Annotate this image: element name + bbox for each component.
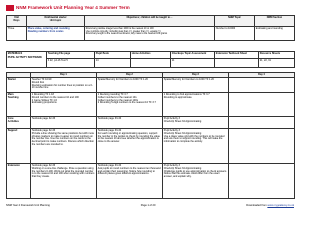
checkups-value: 11 — [171, 59, 215, 68]
document-title: NNM Framework Unit Planning Year 4 Summer Term — [16, 5, 130, 10]
plan-cell: Textbook page 33-34 For each rounding or approximating question, support the number in the pocket to check by rounding the value to the nearest 10 and see whether the approximation is close to the answer. — [97, 129, 163, 164]
plan-cell: 1 Rounding to find approximations TF 3.7 Rounding to approximate — [163, 93, 229, 117]
nhm-topic-header: NHM Topic — [215, 16, 255, 27]
footer-right — [246, 204, 294, 207]
download-text: Downloaded from — [246, 204, 267, 207]
plan-cell: Textbook page 32-33 Provide a line showing the same positions but with more obvious markers to make it easier to round numbers on the number line. Use the numbers on the cards to the decimal point to make numbers. Discuss which direction the numbers are rounded to. — [31, 129, 97, 164]
plan-cell: 1 Rounding TF 1.18 Round numbers to the nearest 10 and 100 2 Game Strikes TF 1.6 Estimating proportions — [31, 93, 97, 117]
plan-cell: Pupil Activity 3 CheckUp Sheet 34 Approximating Use a place value grid with the numbers to be rounded and use them to support rounding. This will make the information to complete the activity. — [163, 129, 229, 164]
page-number: Page 1 of 20 — [140, 204, 156, 207]
day-header: Day 1 — [31, 73, 97, 78]
plan-cell — [229, 117, 295, 129]
footer-left: NNM Year 4 Framework Unit Planning — [6, 204, 50, 207]
download-link[interactable]: www.mygoalsoxy.co.uk — [267, 204, 294, 207]
plan-cell: Textbook page 33-34 Ask pupils to round numbers to the nearest ten thousand and explain their reasoning. Notice how rounding to different places gives different approximations. — [97, 164, 163, 199]
extension-sheet-value — [215, 59, 259, 68]
page-footer — [6, 204, 294, 207]
teaching-file-header: Teaching File page — [47, 52, 95, 59]
plan-cell: Teacher TF 10/19 Round Zoo Revising estimation for number lines to position on a 0-10 number line — [31, 78, 97, 93]
pupil-book-value: 14 — [95, 59, 131, 68]
table-row — [7, 78, 295, 93]
plan-cell: Textbook page 32-33 — [31, 117, 97, 129]
unit-days-value: Three — [7, 27, 27, 41]
software-label: PUPIL ACTIVITY SOFTWARE — [7, 55, 42, 59]
unit-topic-value: Place value, ordering and rounding Reading numbers from scales — [27, 27, 85, 41]
extension-sheet-header: Extension Textbook Sheet — [215, 52, 259, 59]
day-header: Day 4 — [229, 73, 295, 78]
plan-cell: Textbook page 33-34 — [97, 117, 163, 129]
table-row — [7, 164, 295, 199]
resource-sheets-value: 21, 22, 31 — [259, 59, 295, 68]
unit-days-header: Unit Days — [7, 16, 27, 27]
home-activities-header: Home Activities — [131, 52, 171, 59]
nrm-section-value: Estimating and rounding — [255, 27, 295, 41]
objectives-value: Round any positive integer less than 1000 to the nearest 10 or 100 Use symbols correctly, including less than (<), greater than (>), equals (=) Round any length to the nearest centimetre; any mass to the nearest 100 grams — [85, 27, 215, 41]
nrm-section-header: NRM Section — [255, 16, 295, 27]
logo-icon — [6, 5, 14, 11]
table-row — [7, 129, 295, 164]
home-activities-value — [131, 59, 171, 68]
unit-overview-table — [6, 15, 295, 41]
plan-cell — [229, 93, 295, 117]
materials-label-text: MATERIALS — [7, 51, 23, 55]
starter-topic-header: Oral/mental starter Unit topic — [27, 16, 85, 27]
plan-cell: Spatial Memory for Numbers to 1000 TF 1.20 — [163, 78, 229, 93]
plan-cell — [229, 164, 295, 199]
row-label: Extension — [7, 164, 31, 199]
table-row — [7, 117, 295, 129]
nhm-topic-value: Number to 10000 — [215, 27, 255, 41]
table-row — [7, 93, 295, 117]
document-header — [6, 4, 130, 12]
checkups-header: Checkups Topic Assessment — [171, 52, 215, 59]
day-header: Day 3 — [163, 73, 229, 78]
row-label: Core Activities — [7, 117, 31, 129]
teaching-file-value: 3.22, p4-16 Test 5 — [47, 59, 95, 68]
day-header: Day 2 — [97, 73, 163, 78]
materials-label — [7, 52, 47, 68]
plan-cell: 1 Revising rounding TF 3.7 Collect numbers to the nearest 10s Collect numbers to the nearest 100s 2 Rounding 5-digit numbers to the nearest 10 TF 3.7 — [97, 93, 163, 117]
row-label: Support — [7, 129, 31, 164]
resources-table — [6, 51, 295, 68]
daily-plan-table — [6, 72, 295, 199]
row-label: Starter — [7, 78, 31, 93]
row-label: Main Teaching — [7, 93, 31, 117]
plan-cell: Textbook page 32-33 Working on a one-line challenge. Pose a question using the numbers 0-100. Work out what the rounded number is to the nearest 10 and 100 when working with numbers that they create. — [31, 164, 97, 199]
plan-cell — [229, 78, 295, 93]
plan-cell: Pupil Activity 3 CheckUp Sheet 34 Approximating Challenge pupils to use approximation to check answers. Notice that the estimate could differ from the exact answer, and explain why. — [163, 164, 229, 199]
resource-sheets-header: Resource Sheets — [259, 52, 295, 59]
pupil-book-header: Pupil Book — [95, 52, 131, 59]
plan-cell — [229, 129, 295, 164]
objectives-header: Objectives; children will be taught to… — [85, 16, 215, 27]
plan-cell: Spatial Memory for Numbers to 1000 TF 1.20 — [97, 78, 163, 93]
plan-cell: Pupil Activity 3 CheckUp Sheet 34 Approximating — [163, 117, 229, 129]
